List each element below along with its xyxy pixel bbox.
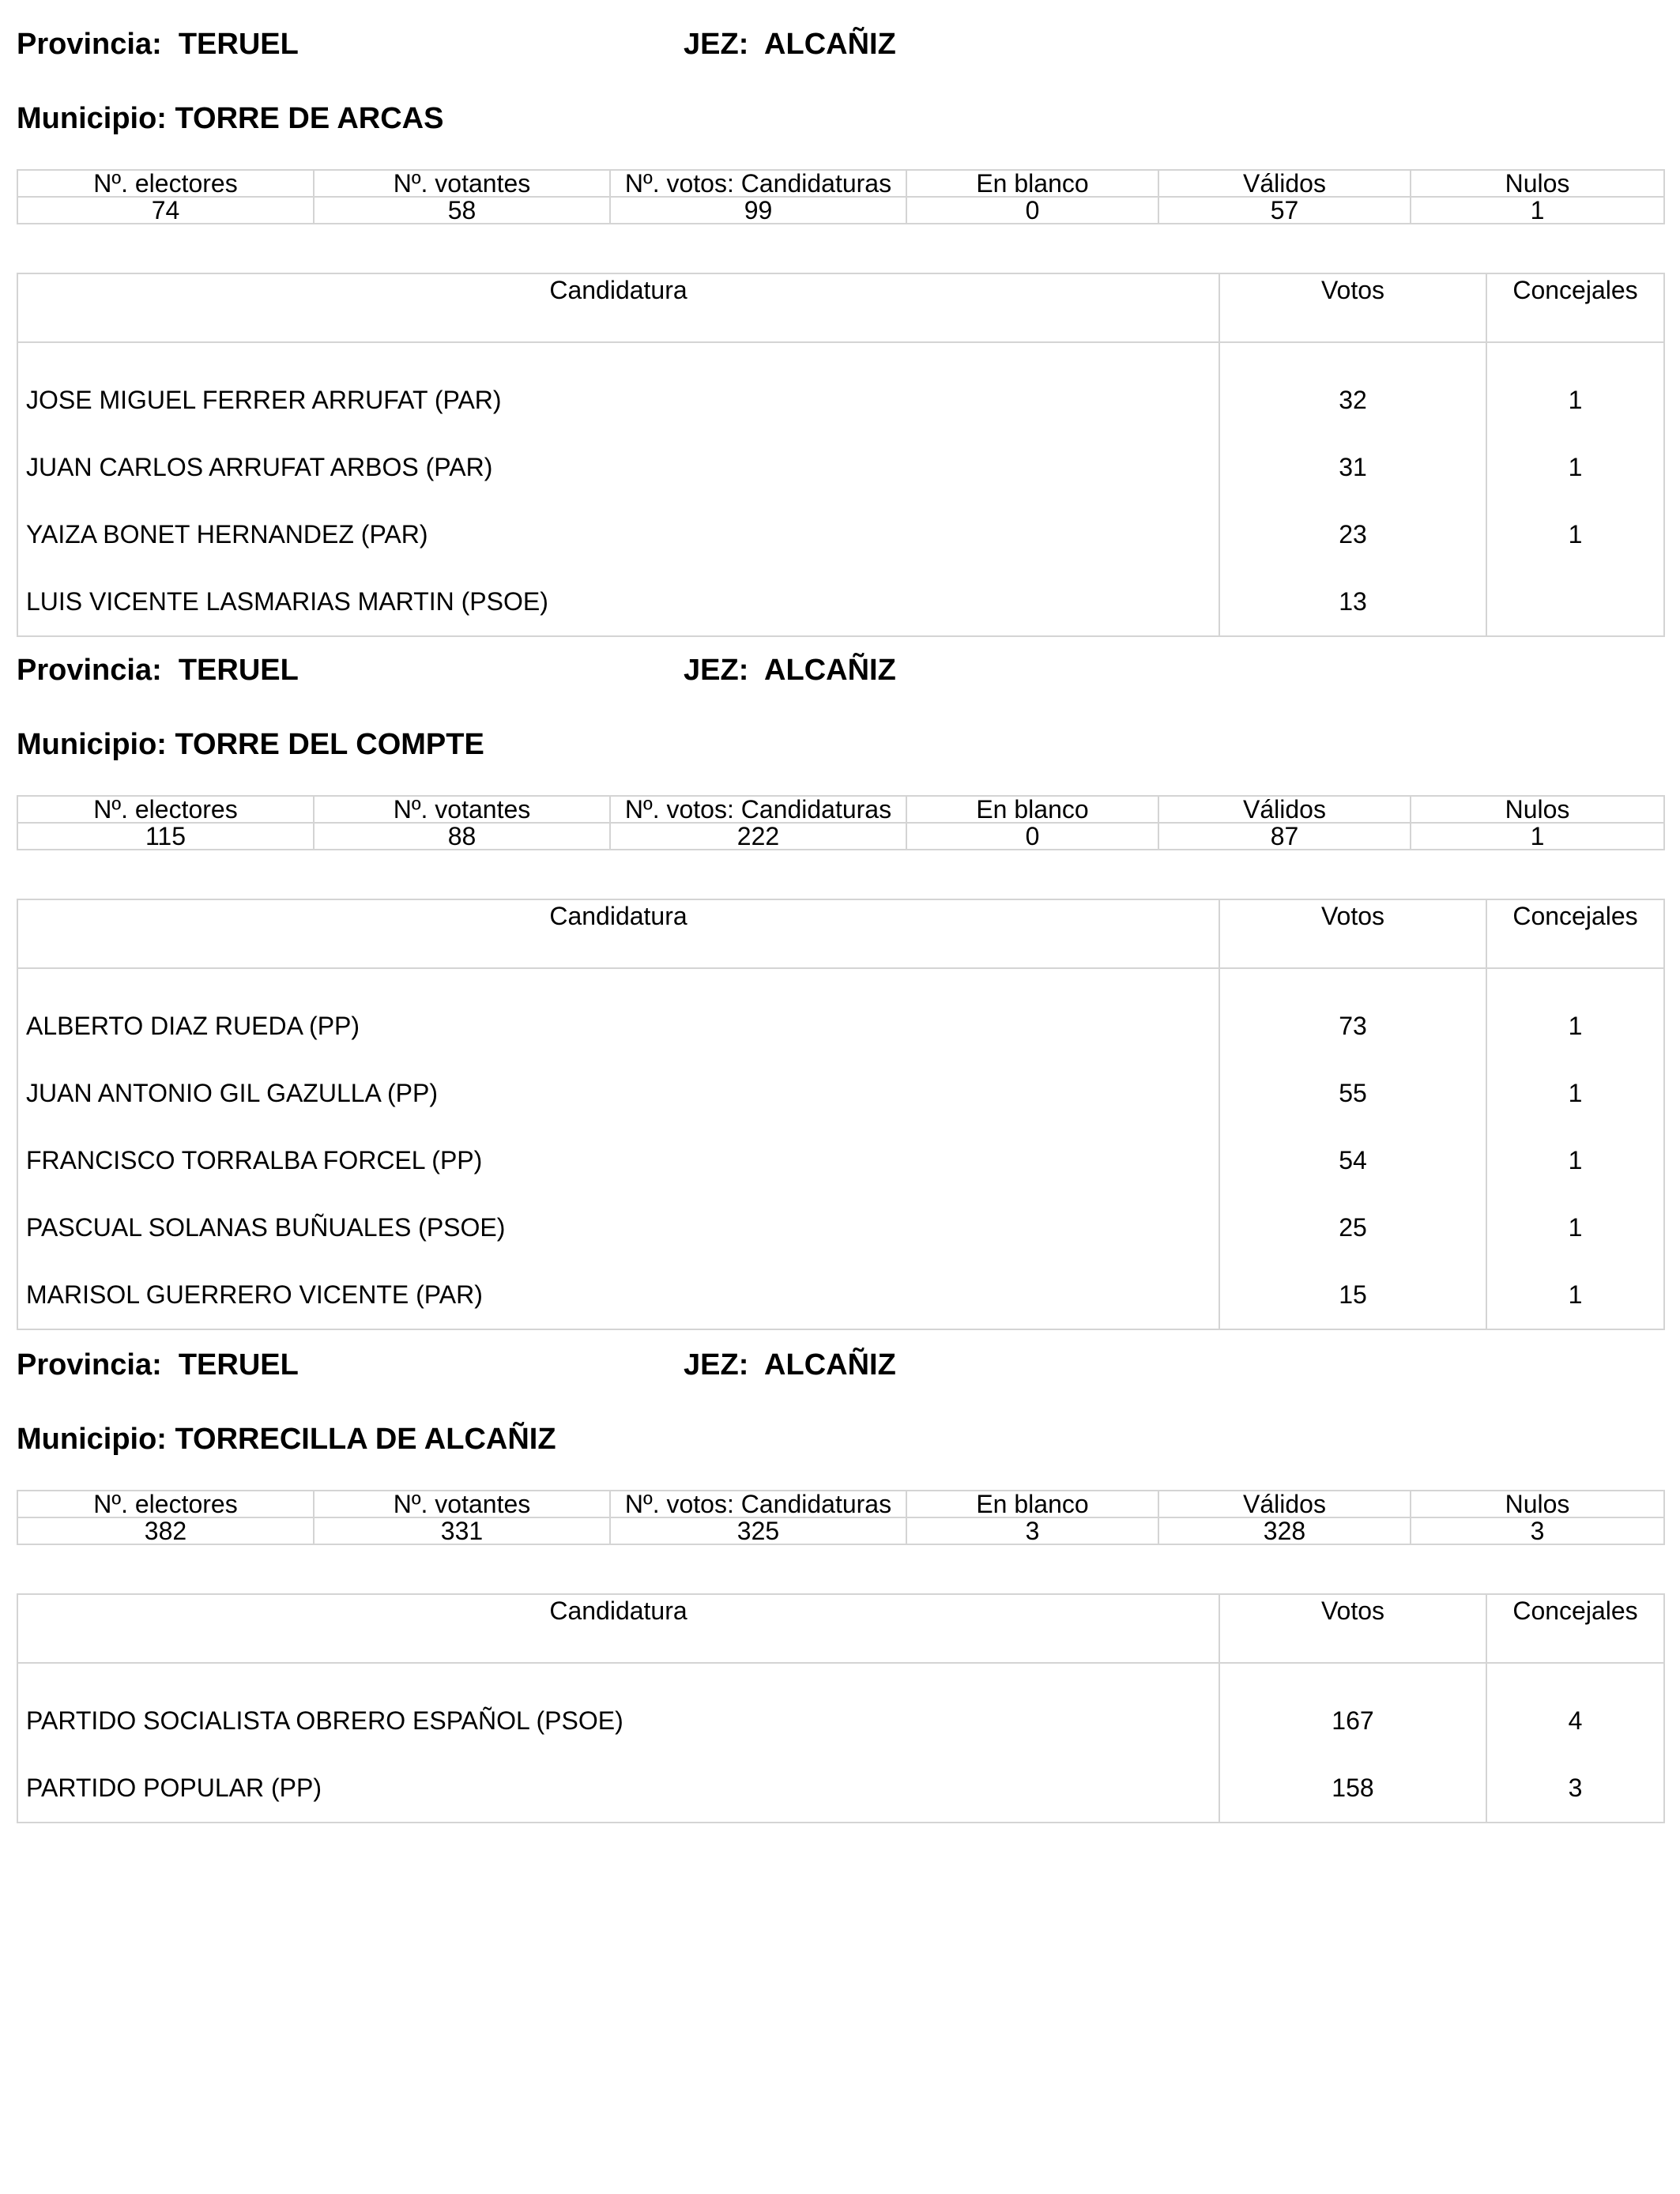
jez-heading: JEZ: ALCAÑIZ [684,28,896,61]
value-votantes: 58 [314,197,610,224]
candidate-name: FRANCISCO TORRALBA FORCEL (PP) [17,1127,1219,1194]
candidate-name: ALBERTO DIAZ RUEDA (PP) [17,968,1219,1060]
summary-header-row [17,1491,1664,1517]
header-candidatura: Candidatura [17,899,1219,968]
jez-heading: JEZ: ALCAÑIZ [684,1348,896,1382]
candidate-seats: 1 [1486,1060,1664,1127]
header-concejales: Concejales [1486,1594,1664,1663]
candidate-name: YAIZA BONET HERNANDEZ (PAR) [17,501,1219,568]
candidates-header-row [17,1594,1664,1663]
value-nulos: 3 [1411,1517,1664,1544]
header-electores: Nº. electores [17,796,314,823]
table-row [17,342,1664,434]
candidate-votes: 23 [1219,501,1486,568]
value-votos-candidaturas: 99 [610,197,906,224]
header-votantes: Nº. votantes [314,1491,610,1517]
candidate-name: PARTIDO POPULAR (PP) [17,1755,1219,1823]
value-nulos: 1 [1411,823,1664,850]
candidate-name: MARISOL GUERRERO VICENTE (PAR) [17,1261,1219,1329]
value-electores: 74 [17,197,314,224]
header-validos: Válidos [1158,796,1411,823]
header-candidatura: Candidatura [17,1594,1219,1663]
candidate-votes: 32 [1219,342,1486,434]
candidate-votes: 31 [1219,434,1486,501]
summary-table [17,1490,1665,1545]
header-en-blanco: En blanco [906,170,1158,197]
summary-values-row [17,823,1664,850]
header-votos-candidaturas: Nº. votos: Candidaturas [610,796,906,823]
table-row [17,1755,1664,1823]
summary-header-row [17,796,1664,823]
header-votos-candidaturas: Nº. votos: Candidaturas [610,170,906,197]
header-concejales: Concejales [1486,899,1664,968]
candidate-name: LUIS VICENTE LASMARIAS MARTIN (PSOE) [17,568,1219,636]
value-votantes: 331 [314,1517,610,1544]
table-row [17,1663,1664,1755]
candidate-seats: 1 [1486,342,1664,434]
value-electores: 115 [17,823,314,850]
table-row [17,501,1664,568]
value-en-blanco: 0 [906,197,1158,224]
value-electores: 382 [17,1517,314,1544]
header-votos: Votos [1219,899,1486,968]
candidate-votes: 167 [1219,1663,1486,1755]
candidates-header-row [17,899,1664,968]
table-row [17,1261,1664,1329]
candidates-table [17,899,1665,1330]
header-votantes: Nº. votantes [314,796,610,823]
candidate-votes: 13 [1219,568,1486,636]
header-validos: Válidos [1158,1491,1411,1517]
provincia-heading: Provincia: TERUEL [17,1348,299,1382]
header-votos-candidaturas: Nº. votos: Candidaturas [610,1491,906,1517]
header-votos: Votos [1219,1594,1486,1663]
candidate-seats: 4 [1486,1663,1664,1755]
summary-table [17,169,1665,224]
municipio-heading: Municipio: TORRECILLA DE ALCAÑIZ [17,1423,556,1456]
candidates-header-row [17,273,1664,342]
header-nulos: Nulos [1411,796,1664,823]
candidate-name: JUAN ANTONIO GIL GAZULLA (PP) [17,1060,1219,1127]
table-row [17,434,1664,501]
value-votantes: 88 [314,823,610,850]
value-votos-candidaturas: 325 [610,1517,906,1544]
candidate-votes: 55 [1219,1060,1486,1127]
header-validos: Válidos [1158,170,1411,197]
header-electores: Nº. electores [17,170,314,197]
table-row [17,1060,1664,1127]
provincia-heading: Provincia: TERUEL [17,654,299,687]
candidate-votes: 25 [1219,1194,1486,1261]
header-votos: Votos [1219,273,1486,342]
municipio-heading: Municipio: TORRE DE ARCAS [17,102,444,135]
value-validos: 57 [1158,197,1411,224]
candidate-seats: 1 [1486,1127,1664,1194]
header-concejales: Concejales [1486,273,1664,342]
value-validos: 328 [1158,1517,1411,1544]
candidate-seats: 3 [1486,1755,1664,1823]
table-row [17,1194,1664,1261]
table-row [17,968,1664,1060]
table-row [17,568,1664,636]
candidate-name: JOSE MIGUEL FERRER ARRUFAT (PAR) [17,342,1219,434]
candidate-seats [1486,568,1664,636]
candidates-table [17,1593,1665,1823]
value-nulos: 1 [1411,197,1664,224]
candidate-seats: 1 [1486,1261,1664,1329]
candidate-seats: 1 [1486,501,1664,568]
municipio-heading: Municipio: TORRE DEL COMPTE [17,728,484,761]
header-en-blanco: En blanco [906,796,1158,823]
candidate-name: PASCUAL SOLANAS BUÑUALES (PSOE) [17,1194,1219,1261]
header-en-blanco: En blanco [906,1491,1158,1517]
jez-heading: JEZ: ALCAÑIZ [684,654,896,687]
header-electores: Nº. electores [17,1491,314,1517]
header-nulos: Nulos [1411,1491,1664,1517]
candidate-seats: 1 [1486,434,1664,501]
candidate-seats: 1 [1486,1194,1664,1261]
candidate-seats: 1 [1486,968,1664,1060]
header-nulos: Nulos [1411,170,1664,197]
summary-values-row [17,1517,1664,1544]
value-en-blanco: 3 [906,1517,1158,1544]
header-votantes: Nº. votantes [314,170,610,197]
value-votos-candidaturas: 222 [610,823,906,850]
summary-values-row [17,197,1664,224]
summary-header-row [17,170,1664,197]
candidate-votes: 73 [1219,968,1486,1060]
header-candidatura: Candidatura [17,273,1219,342]
candidate-votes: 158 [1219,1755,1486,1823]
provincia-heading: Provincia: TERUEL [17,28,299,61]
value-en-blanco: 0 [906,823,1158,850]
candidate-votes: 15 [1219,1261,1486,1329]
summary-table [17,795,1665,850]
candidate-name: PARTIDO SOCIALISTA OBRERO ESPAÑOL (PSOE) [17,1663,1219,1755]
table-row [17,1127,1664,1194]
candidate-votes: 54 [1219,1127,1486,1194]
candidate-name: JUAN CARLOS ARRUFAT ARBOS (PAR) [17,434,1219,501]
value-validos: 87 [1158,823,1411,850]
candidates-table [17,273,1665,637]
